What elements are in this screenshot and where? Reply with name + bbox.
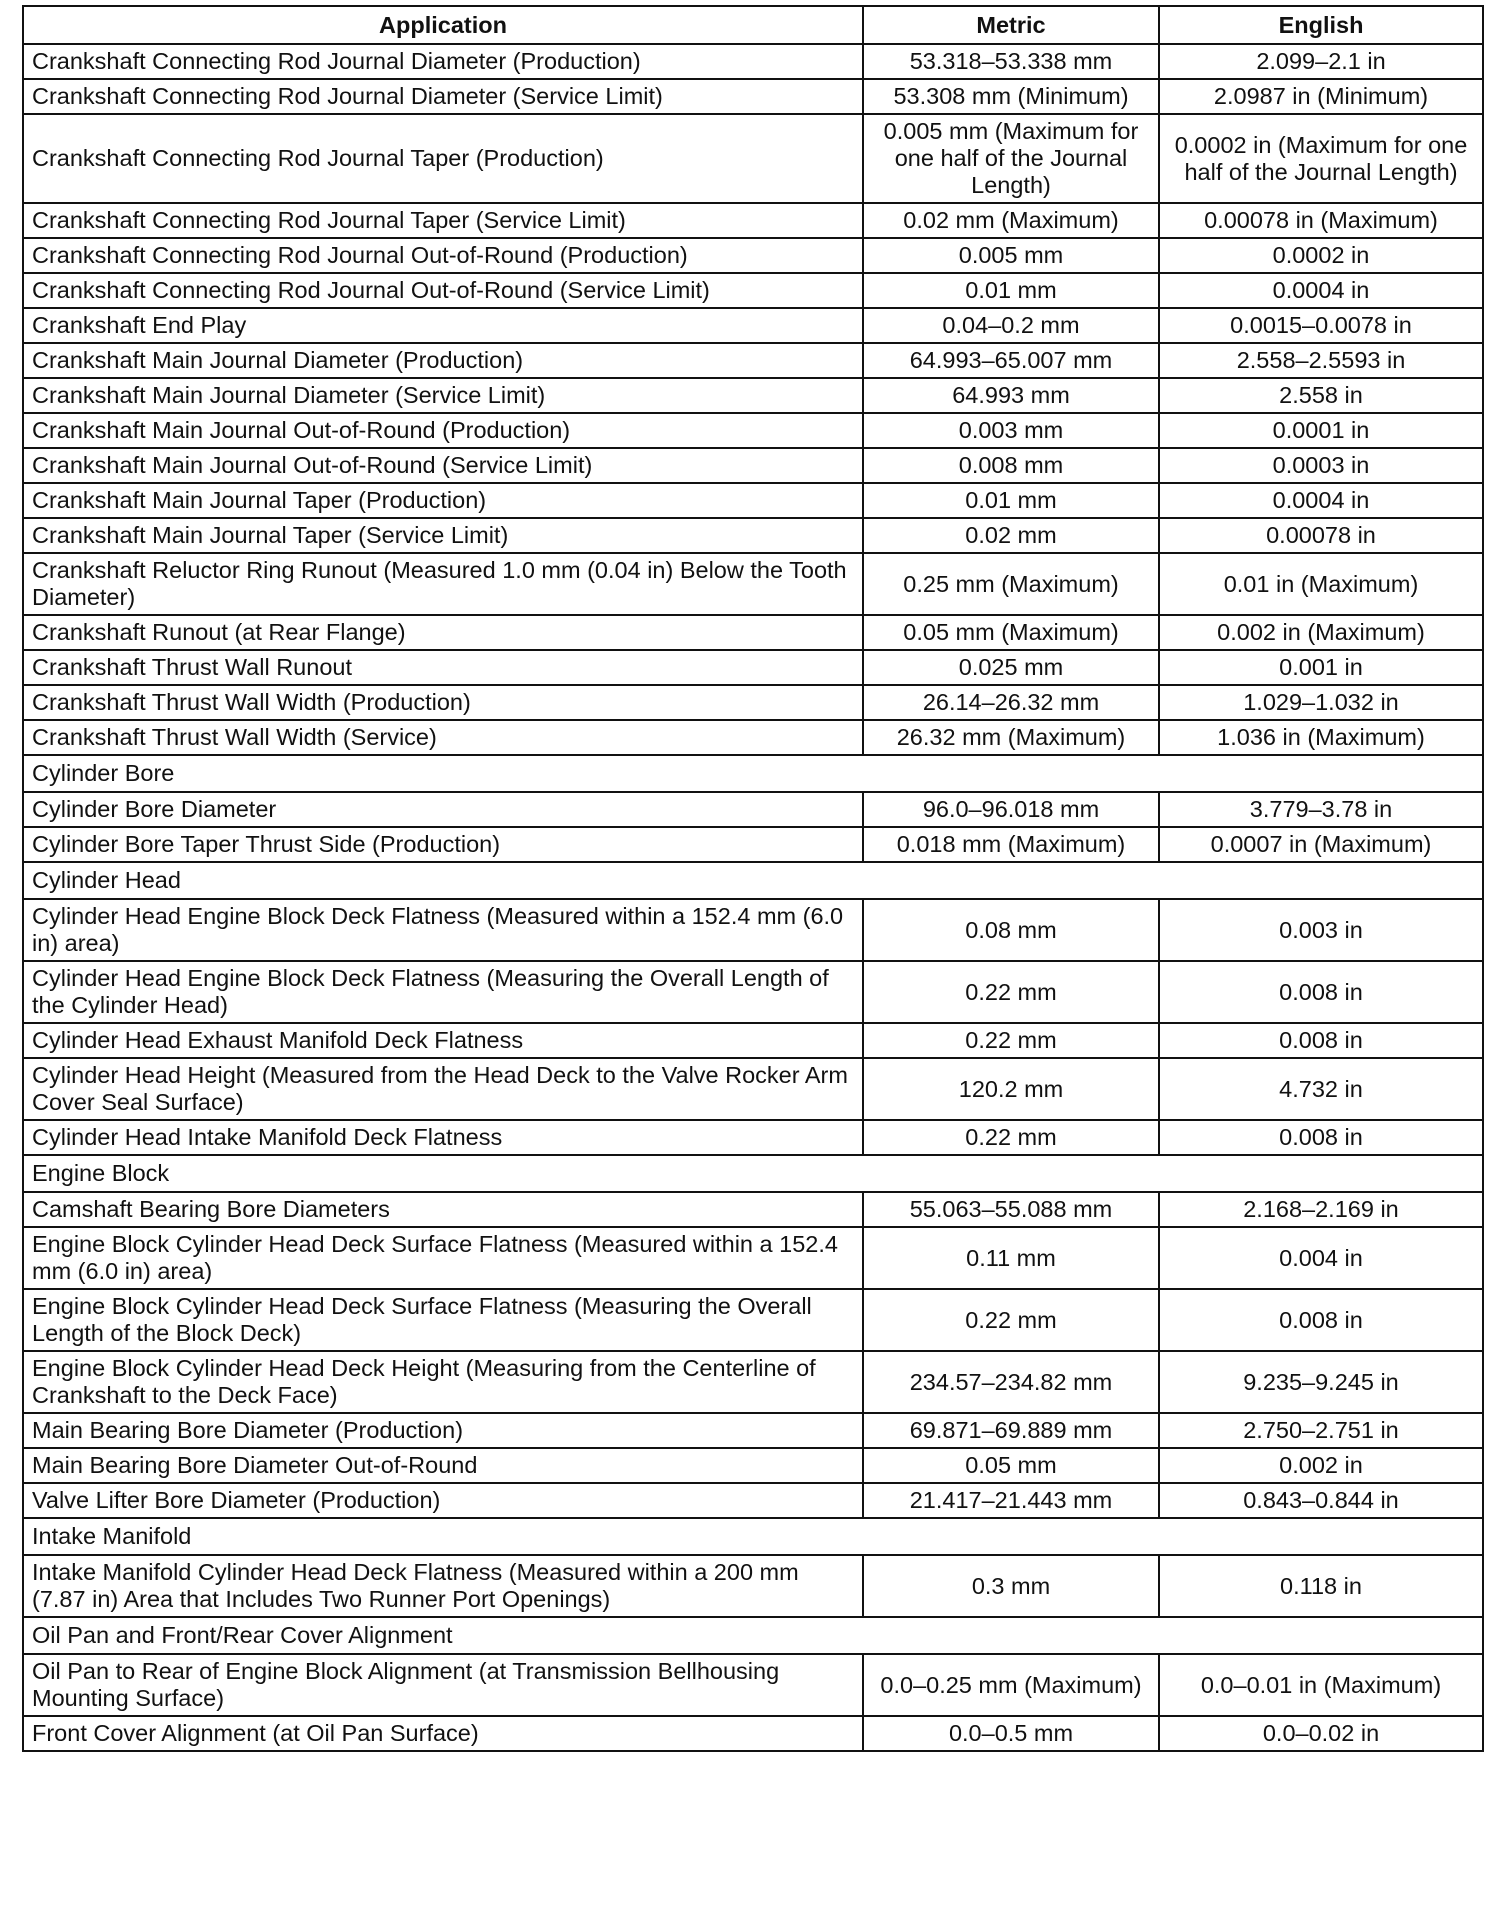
metric-cell: 21.417–21.443 mm [863, 1483, 1159, 1518]
table-row [23, 343, 1483, 378]
section-row [23, 1518, 1483, 1555]
metric-cell: 0.008 mm [863, 448, 1159, 483]
english-cell: 0.0002 in [1159, 238, 1483, 273]
metric-cell: 120.2 mm [863, 1058, 1159, 1120]
table-row [23, 1483, 1483, 1518]
metric-cell: 0.22 mm [863, 1120, 1159, 1155]
english-cell: 1.036 in (Maximum) [1159, 720, 1483, 755]
table-row [23, 1120, 1483, 1155]
metric-cell: 0.01 mm [863, 483, 1159, 518]
metric-cell: 69.871–69.889 mm [863, 1413, 1159, 1448]
metric-cell: 0.05 mm [863, 1448, 1159, 1483]
table-row [23, 827, 1483, 862]
application-cell: Main Bearing Bore Diameter (Production) [23, 1413, 863, 1448]
english-cell: 0.003 in [1159, 899, 1483, 961]
header-english: English [1159, 6, 1483, 44]
english-cell: 0.008 in [1159, 961, 1483, 1023]
table-row [23, 553, 1483, 615]
application-cell: Crankshaft Main Journal Taper (Service Limit) [23, 518, 863, 553]
table-row [23, 650, 1483, 685]
table-row [23, 720, 1483, 755]
application-cell: Cylinder Bore Taper Thrust Side (Production) [23, 827, 863, 862]
application-cell: Crankshaft Connecting Rod Journal Out-of-Round (Production) [23, 238, 863, 273]
metric-cell: 234.57–234.82 mm [863, 1351, 1159, 1413]
header-application: Application [23, 6, 863, 44]
section-title: Engine Block [23, 1155, 1483, 1192]
application-cell: Crankshaft Main Journal Out-of-Round (Production) [23, 413, 863, 448]
table-row [23, 483, 1483, 518]
application-cell: Crankshaft Runout (at Rear Flange) [23, 615, 863, 650]
metric-cell: 0.05 mm (Maximum) [863, 615, 1159, 650]
application-cell: Crankshaft Connecting Rod Journal Taper (Service Limit) [23, 203, 863, 238]
application-cell: Front Cover Alignment (at Oil Pan Surface) [23, 1716, 863, 1751]
application-cell: Crankshaft Reluctor Ring Runout (Measured 1.0 mm (0.04 in) Below the Tooth Diameter) [23, 553, 863, 615]
table-row [23, 518, 1483, 553]
english-cell: 0.0004 in [1159, 273, 1483, 308]
application-cell: Crankshaft Thrust Wall Width (Production) [23, 685, 863, 720]
application-cell: Crankshaft Connecting Rod Journal Taper (Production) [23, 114, 863, 203]
section-title: Oil Pan and Front/Rear Cover Alignment [23, 1617, 1483, 1654]
application-cell: Crankshaft Connecting Rod Journal Diameter (Service Limit) [23, 79, 863, 114]
english-cell: 0.002 in [1159, 1448, 1483, 1483]
table-row [23, 1716, 1483, 1751]
metric-cell: 64.993 mm [863, 378, 1159, 413]
table-row [23, 1192, 1483, 1227]
metric-cell: 0.02 mm [863, 518, 1159, 553]
section-row [23, 755, 1483, 792]
metric-cell: 26.14–26.32 mm [863, 685, 1159, 720]
metric-cell: 0.22 mm [863, 1023, 1159, 1058]
english-cell: 0.0007 in (Maximum) [1159, 827, 1483, 862]
english-cell: 0.0001 in [1159, 413, 1483, 448]
table-row [23, 448, 1483, 483]
application-cell: Cylinder Head Height (Measured from the Head Deck to the Valve Rocker Arm Cover Seal Surface) [23, 1058, 863, 1120]
english-cell: 0.0004 in [1159, 483, 1483, 518]
application-cell: Main Bearing Bore Diameter Out-of-Round [23, 1448, 863, 1483]
metric-cell: 0.018 mm (Maximum) [863, 827, 1159, 862]
application-cell: Crankshaft Main Journal Taper (Production) [23, 483, 863, 518]
english-cell: 1.029–1.032 in [1159, 685, 1483, 720]
metric-cell: 53.318–53.338 mm [863, 44, 1159, 79]
metric-cell: 55.063–55.088 mm [863, 1192, 1159, 1227]
metric-cell: 96.0–96.018 mm [863, 792, 1159, 827]
english-cell: 0.0015–0.0078 in [1159, 308, 1483, 343]
metric-cell: 26.32 mm (Maximum) [863, 720, 1159, 755]
table-row [23, 203, 1483, 238]
table-row [23, 413, 1483, 448]
application-cell: Crankshaft Main Journal Diameter (Service Limit) [23, 378, 863, 413]
section-row [23, 1155, 1483, 1192]
application-cell: Engine Block Cylinder Head Deck Height (Measuring from the Centerline of Crankshaft to the Deck Face) [23, 1351, 863, 1413]
section-row [23, 862, 1483, 899]
table-row [23, 44, 1483, 79]
english-cell: 2.099–2.1 in [1159, 44, 1483, 79]
table-row [23, 1413, 1483, 1448]
table-row [23, 792, 1483, 827]
table-row [23, 1555, 1483, 1617]
table-row [23, 961, 1483, 1023]
english-cell: 0.008 in [1159, 1120, 1483, 1155]
application-cell: Crankshaft Connecting Rod Journal Diameter (Production) [23, 44, 863, 79]
metric-cell: 0.003 mm [863, 413, 1159, 448]
table-row [23, 1448, 1483, 1483]
table-row [23, 1058, 1483, 1120]
application-cell: Cylinder Bore Diameter [23, 792, 863, 827]
english-cell: 0.001 in [1159, 650, 1483, 685]
english-cell: 2.750–2.751 in [1159, 1413, 1483, 1448]
table-row [23, 685, 1483, 720]
metric-cell: 0.01 mm [863, 273, 1159, 308]
application-cell: Cylinder Head Engine Block Deck Flatness (Measuring the Overall Length of the Cylinder Head) [23, 961, 863, 1023]
table-row [23, 1654, 1483, 1716]
application-cell: Crankshaft Main Journal Diameter (Production) [23, 343, 863, 378]
table-row [23, 615, 1483, 650]
specifications-table [22, 5, 1484, 1752]
table-row [23, 114, 1483, 203]
metric-cell: 0.08 mm [863, 899, 1159, 961]
application-cell: Cylinder Head Intake Manifold Deck Flatness [23, 1120, 863, 1155]
table-row [23, 238, 1483, 273]
application-cell: Crankshaft Connecting Rod Journal Out-of-Round (Service Limit) [23, 273, 863, 308]
english-cell: 2.0987 in (Minimum) [1159, 79, 1483, 114]
english-cell: 0.00078 in (Maximum) [1159, 203, 1483, 238]
header-row [23, 6, 1483, 44]
metric-cell: 0.3 mm [863, 1555, 1159, 1617]
section-title: Cylinder Head [23, 862, 1483, 899]
application-cell: Cylinder Head Engine Block Deck Flatness (Measured within a 152.4 mm (6.0 in) area) [23, 899, 863, 961]
table-row [23, 1289, 1483, 1351]
metric-cell: 0.005 mm [863, 238, 1159, 273]
english-cell: 3.779–3.78 in [1159, 792, 1483, 827]
section-row [23, 1617, 1483, 1654]
application-cell: Engine Block Cylinder Head Deck Surface Flatness (Measuring the Overall Length of the Block Deck) [23, 1289, 863, 1351]
metric-cell: 0.0–0.25 mm (Maximum) [863, 1654, 1159, 1716]
english-cell: 0.843–0.844 in [1159, 1483, 1483, 1518]
application-cell: Crankshaft Main Journal Out-of-Round (Service Limit) [23, 448, 863, 483]
english-cell: 0.002 in (Maximum) [1159, 615, 1483, 650]
application-cell: Crankshaft Thrust Wall Runout [23, 650, 863, 685]
english-cell: 0.0002 in (Maximum for one half of the Journal Length) [1159, 114, 1483, 203]
table-row [23, 79, 1483, 114]
metric-cell: 0.22 mm [863, 961, 1159, 1023]
metric-cell: 0.02 mm (Maximum) [863, 203, 1159, 238]
table-row [23, 1023, 1483, 1058]
application-cell: Crankshaft End Play [23, 308, 863, 343]
metric-cell: 0.0–0.5 mm [863, 1716, 1159, 1751]
table-row [23, 1227, 1483, 1289]
application-cell: Intake Manifold Cylinder Head Deck Flatness (Measured within a 200 mm (7.87 in) Area that Includes Two Runner Port Openings) [23, 1555, 863, 1617]
table-row [23, 1351, 1483, 1413]
english-cell: 4.732 in [1159, 1058, 1483, 1120]
application-cell: Camshaft Bearing Bore Diameters [23, 1192, 863, 1227]
application-cell: Engine Block Cylinder Head Deck Surface Flatness (Measured within a 152.4 mm (6.0 in) area) [23, 1227, 863, 1289]
english-cell: 0.118 in [1159, 1555, 1483, 1617]
application-cell: Oil Pan to Rear of Engine Block Alignment (at Transmission Bellhousing Mounting Surface) [23, 1654, 863, 1716]
metric-cell: 0.11 mm [863, 1227, 1159, 1289]
english-cell: 0.008 in [1159, 1023, 1483, 1058]
metric-cell: 0.25 mm (Maximum) [863, 553, 1159, 615]
metric-cell: 64.993–65.007 mm [863, 343, 1159, 378]
application-cell: Cylinder Head Exhaust Manifold Deck Flatness [23, 1023, 863, 1058]
english-cell: 0.008 in [1159, 1289, 1483, 1351]
table-row [23, 273, 1483, 308]
english-cell: 0.0–0.02 in [1159, 1716, 1483, 1751]
section-title: Intake Manifold [23, 1518, 1483, 1555]
english-cell: 2.558–2.5593 in [1159, 343, 1483, 378]
metric-cell: 0.005 mm (Maximum for one half of the Journal Length) [863, 114, 1159, 203]
table-row [23, 899, 1483, 961]
english-cell: 0.0–0.01 in (Maximum) [1159, 1654, 1483, 1716]
header-metric: Metric [863, 6, 1159, 44]
english-cell: 2.558 in [1159, 378, 1483, 413]
english-cell: 0.0003 in [1159, 448, 1483, 483]
english-cell: 9.235–9.245 in [1159, 1351, 1483, 1413]
english-cell: 0.004 in [1159, 1227, 1483, 1289]
table-row [23, 308, 1483, 343]
section-title: Cylinder Bore [23, 755, 1483, 792]
metric-cell: 53.308 mm (Minimum) [863, 79, 1159, 114]
english-cell: 2.168–2.169 in [1159, 1192, 1483, 1227]
english-cell: 0.01 in (Maximum) [1159, 553, 1483, 615]
table-row [23, 378, 1483, 413]
application-cell: Valve Lifter Bore Diameter (Production) [23, 1483, 863, 1518]
application-cell: Crankshaft Thrust Wall Width (Service) [23, 720, 863, 755]
english-cell: 0.00078 in [1159, 518, 1483, 553]
table-body [23, 44, 1483, 1751]
metric-cell: 0.04–0.2 mm [863, 308, 1159, 343]
metric-cell: 0.22 mm [863, 1289, 1159, 1351]
metric-cell: 0.025 mm [863, 650, 1159, 685]
